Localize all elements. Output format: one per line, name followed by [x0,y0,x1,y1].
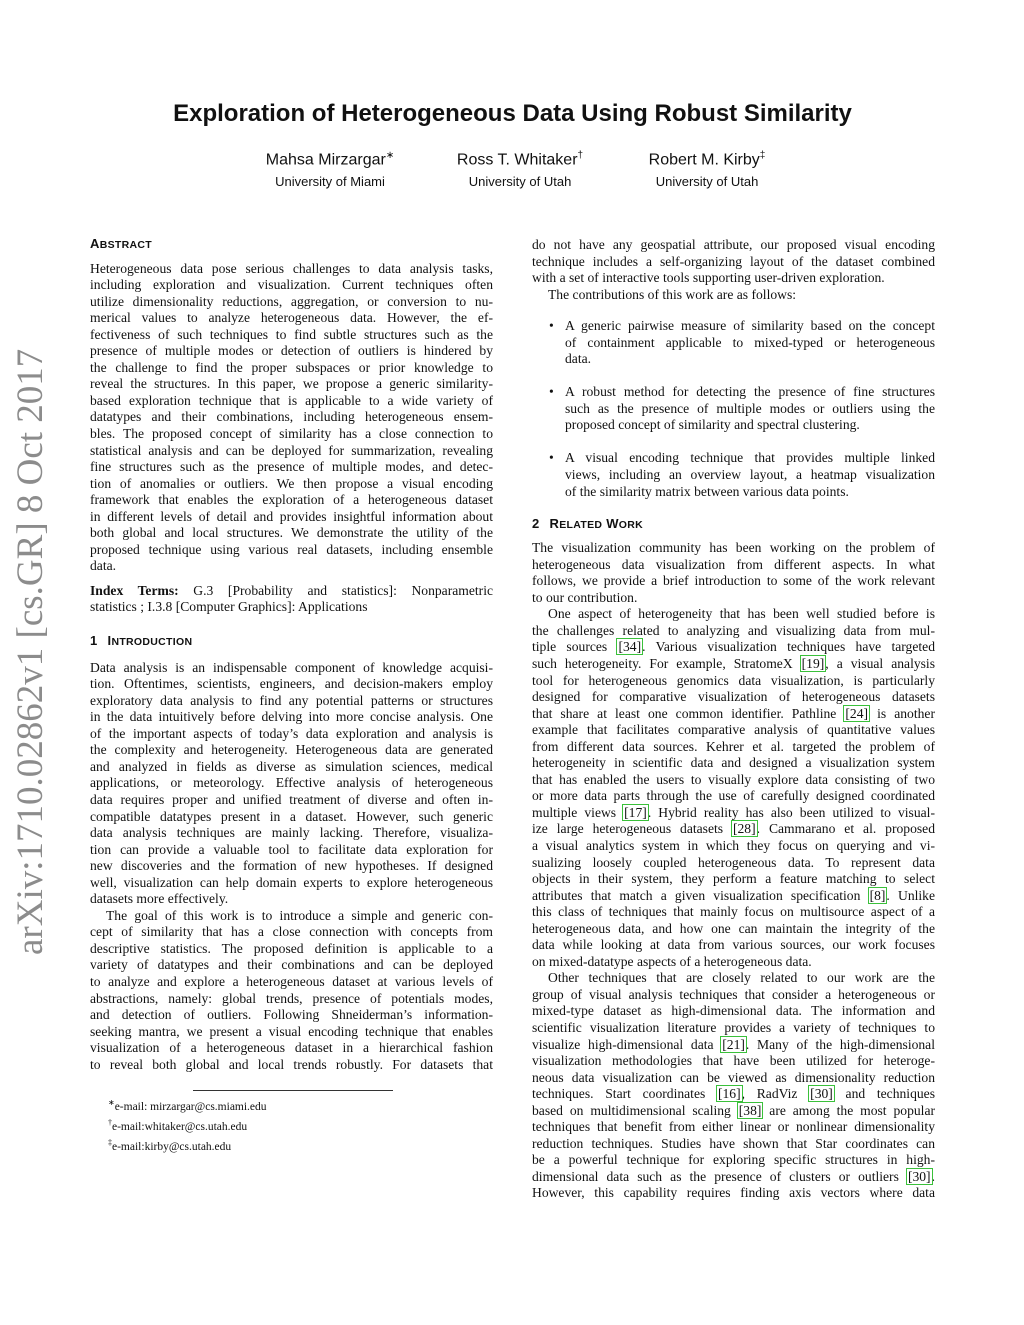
text-line: A generic pairwise measure of similarity based on the concept [565,318,935,334]
text-line: data. [90,558,117,574]
index-terms-label: Index Terms: [90,582,179,598]
text-line: Data analysis is an indispensable component of knowledge acquisi- [90,659,493,675]
arxiv-identifier: arXiv:1710.02862v1 [cs.GR] 8 Oct 2017 [10,348,51,955]
citation-link[interactable]: [16] [717,1086,741,1102]
author-name: Robert M. Kirby‡ [648,150,766,169]
list-item [532,318,935,368]
author-block [597,146,817,192]
bullet-icon: • [549,318,554,334]
text-line: data while looking at data from various sources, our work focuses [532,937,935,953]
text-line: new discoveries and the formation of new hypotheses. If designed [90,858,493,874]
author-affiliation: University of Miami [275,174,385,190]
introduction-heading: 1 INTRODUCTION [90,633,193,649]
text-line: abstractions, namely: global trends, presence of potentials modes, [90,990,493,1006]
citation-link[interactable]: [19] [801,655,825,671]
text-line: data requires proper and unified treatment of diverse and often in- [90,791,493,807]
text-line: attributes that match a given visualization specification [8]. Unlike [532,887,935,903]
text-line: follows, we provide a brief introduction to some of the work relevant [532,573,935,589]
author-block [220,146,440,192]
text-line: well, visualization can help domain experts to explore heterogeneous [90,874,493,890]
text-line: fine structures such as the presence of multiple modes, and detec- [90,459,493,475]
text-line: the challenge to find the proper subspaces or prior knowledge to [90,359,493,375]
text-line: do not have any geospatial attribute, our proposed visual encoding [532,237,935,252]
text-line: the complexity and heterogeneity. Heterogeneous data are generated [90,742,493,758]
text-line: presence of multiple modes or detection of outliers is hindered by [90,343,493,359]
left-column [90,236,493,1073]
contributions-list [532,318,935,500]
related-work-body [532,540,935,1202]
text-line: designed for comparative visualization of heterogeneous datasets [532,689,935,705]
author-affiliation: University of Utah [468,174,572,190]
text-line: neous data visualization can be viewed as dimensionality reduction [532,1069,935,1085]
text-line: such heterogeneity. For example, StratomeX [19], a visual analysis [532,655,935,671]
text-line: and analyzed in fields as diverse as simulation sciences, medical [90,758,493,774]
text-line: The goal of this work is to introduce a simple and generic con- [106,907,493,923]
citation-link[interactable]: [17] [624,804,647,820]
bullet-icon: • [549,450,554,466]
abstract-heading: ABSTRACT [90,236,152,251]
author-name: Mahsa Mirzargar∗ [265,150,395,169]
footnote-email: ‡e-mail:kirby@cs.utah.edu [108,1137,232,1153]
text-line: scientific visualization literature provides a variety of techniques to [532,1020,935,1036]
text-line: including exploration and visualization. Current techniques often [90,277,493,293]
text-line: visualization of a heterogeneous dataset in a hierarchical fashion [90,1040,493,1056]
citation-link[interactable]: [38] [738,1102,762,1118]
text-line: of the similarity matrix between various data points. [565,483,849,499]
text-line: The contributions of this work are as follows: [548,286,797,302]
list-item [532,384,935,434]
text-line: tion. Oftentimes, scientists, engineers, and decision-makers employ [90,676,493,692]
text-line: on mixed-datatype aspects of a heterogeneous data. [532,953,812,969]
text-line: of containment applicable to mixed-typed or heterogeneous [565,334,935,350]
text-line: utilize dimensionality reductions, aggregation, or conversion to nu- [90,293,493,309]
text-line: mixed-type dataset as high-dimensional data. The information and [532,1003,935,1019]
text-line: Other techniques that are closely related to our work are the [548,970,935,986]
footnote-email: †e-mail:whitaker@cs.utah.edu [108,1117,248,1133]
text-line: data analysis techniques are mainly lacking. Therefore, visualiza- [90,825,493,841]
text-line: that has enabled the users to visually explore data consisting of two [532,771,935,787]
text-line: dimensional data such as the presence of clusters or outliers [30]. [532,1168,935,1184]
text-line: example that facilitates comparative analysis of quantitative values [532,722,935,738]
text-line: descriptive statistics. The proposed definition is applicable to a [90,940,493,956]
text-line: reveal the structures. In this paper, we propose a generic similarity- [90,376,493,392]
text-line: framework that enables the exploration of a heterogeneous dataset [90,492,493,508]
text-line: both global and local structures. We demonstrate the utility of the [90,525,493,541]
text-line: a visual analytics system in which they focus on querying and vi- [532,838,935,853]
citation-link[interactable]: [8] [869,887,886,903]
text-line: reduction techniques. Studies have shown that Star coordinates can [532,1135,935,1151]
text-line: such as the presence of multiple modes or outliers using the [565,400,935,416]
citation-link[interactable]: [30] [810,1086,833,1102]
text-line: heterogeneous data, and how one can maintain the integrity of the [532,920,935,936]
text-line: techniques that benefit from either linear or nonlinear dimensionality [532,1119,935,1135]
text-line: techniques. Start coordinates [16], RadViz [30] and techniques [532,1086,936,1102]
citation-link[interactable]: [30] [907,1168,931,1184]
text-line: and detection of outliers. Following Shneiderman’s information- [90,1007,493,1023]
text-line: with a set of interactive tools supporting user-driven exploration. [532,270,885,286]
text-line: cept of similarity that has a close connection with concepts from [90,924,493,940]
citation-link[interactable]: [24] [845,705,869,721]
footnotes [108,1095,267,1154]
text-line: datasets more effectively. [90,891,229,907]
text-line: from different data sources. Kehrer et al. targeted the problem of [532,738,935,754]
author-affiliation: University of Utah [655,174,759,190]
text-line: views, including an overview layout, a heatmap visualization [565,467,935,483]
text-line: datatypes and their combinations, including heterogeneous ensem- [90,409,493,425]
text-line: proposed concept of similarity and spectral clustering. [565,417,860,433]
text-line: based on multidimensional scaling [38] are among the most popular [532,1102,935,1118]
text-line: A robust method for detecting the presence of fine structures [565,384,935,400]
text-line: to our contribution. [532,589,638,605]
text-line: However, this capability requires finding axis vectors where data [532,1185,935,1201]
text-line: tion can provide a valuable tool to facilitate data exploration for [90,841,493,857]
footnote-divider [193,1090,393,1091]
text-line: to analyze and explore a heterogeneous dataset at various levels of [90,973,493,989]
introduction-body [90,660,493,1074]
text-line: tiple sources [34]. Various visualization techniques have targeted [532,639,935,655]
text-line: in different levels of detail and provides insightful information about [90,508,493,524]
text-line: applications, or meteorology. Effective analysis of heterogeneous [90,775,493,791]
text-line: multiple views [17]. Hybrid reality has also been utilized to visual- [532,804,935,820]
text-line: The visualization community has been working on the problem of [532,540,935,556]
text-line: tool for heterogeneous genomics data visualization, is particularly [532,672,935,688]
text-line: technique includes a self-organizing layout of the dataset combined [532,253,935,269]
paper-title: Exploration of Heterogeneous Data Using Robust Similarity [173,100,852,127]
text-line: Heterogeneous data pose serious challenges to data analysis tasks, [90,260,493,276]
text-line: One aspect of heterogeneity that has been well studied before is [548,606,935,622]
text-line: visualization methodologies that have been utilized for heteroge- [532,1053,935,1069]
text-line: in the data intuitively before delving into more concise analysis. One [90,709,493,725]
text-line: data. [565,351,592,367]
text-line: objects in their system, they perform a feature matching to select [532,871,935,887]
footnote-email: ∗e-mail: mirzargar@cs.miami.edu [108,1098,267,1113]
text-line: A visual encoding technique that provides multiple linked [565,450,935,466]
text-line: Index Terms: G.3 [Probability and statistics]: Nonparametric [90,582,494,598]
list-item [532,450,935,500]
text-line: visualize high-dimensional data [21]. Many of the high-dimensional [532,1036,935,1052]
text-line: merical values to analyze heterogeneous data. However, the ef- [90,310,493,326]
index-terms [90,583,493,616]
text-line: heterogeneous data visualization from different aspects. In what [532,556,935,572]
text-line: compatible datatypes present in a dataset. However, such generic [90,808,493,824]
text-line: variety of datatypes and their combinations and can be deployed [90,957,493,973]
text-line: heterogeneity in scientific data and designed a visualization system [532,755,935,771]
text-line: statistics ; I.3.8 [Computer Graphics]: Applications [90,599,368,615]
text-line: proposed technique using various real datasets, including ensemble [90,541,493,557]
text-line: the challenges related to analyzing and visualizing data from mul- [532,622,935,638]
text-line: or more data parts through the use of carefully designed coordinated [532,788,935,804]
text-line: sualizing loosely coupled heterogeneous data. To represent data [532,854,935,870]
text-line: tion of anomalies or outliers. We then propose a visual encoding [90,475,493,491]
citation-link[interactable]: [34] [618,639,642,655]
text-line: to reveal both global and local trends robustly. For datasets that [90,1056,493,1072]
citation-link[interactable]: [21] [722,1036,745,1052]
text-line: that share at least one common identifier. Pathline [24] is another [532,705,935,721]
text-line: statistical analysis and can be deployed for summarization, revealing [90,442,493,458]
text-line: bles. The proposed concept of similarity has a close connection to [90,426,493,442]
text-line: of the important aspects of today’s data exploration and analysis is [90,725,493,741]
text-line: be a powerful technique for exploring specific structures in high- [532,1152,935,1168]
text-line: exploratory data analysis to find any potential patterns or structures [90,692,493,708]
text-line: group of visual analysis techniques that consider a heterogeneous or [532,986,935,1002]
abstract-body [90,261,493,575]
text-line: fectiveness of such techniques to find subtle structures such as the [90,326,493,342]
author-name: Ross T. Whitaker† [456,150,584,169]
bullet-icon: • [549,384,554,400]
text-line: based exploration technique that is applicable to a wide variety of [90,392,493,408]
text-line: ize large heterogeneous datasets [28]. Cammarano et al. proposed [532,821,935,837]
text-line: this class of techniques that mainly focus on multisource aspect of a [532,904,935,920]
related-work-heading: 2 RELATED WORK [532,515,643,531]
right-column [532,237,935,1202]
citation-link[interactable]: [28] [732,821,756,837]
text-line: seeking mantra, we present a visual encoding technique that enables [90,1023,493,1039]
